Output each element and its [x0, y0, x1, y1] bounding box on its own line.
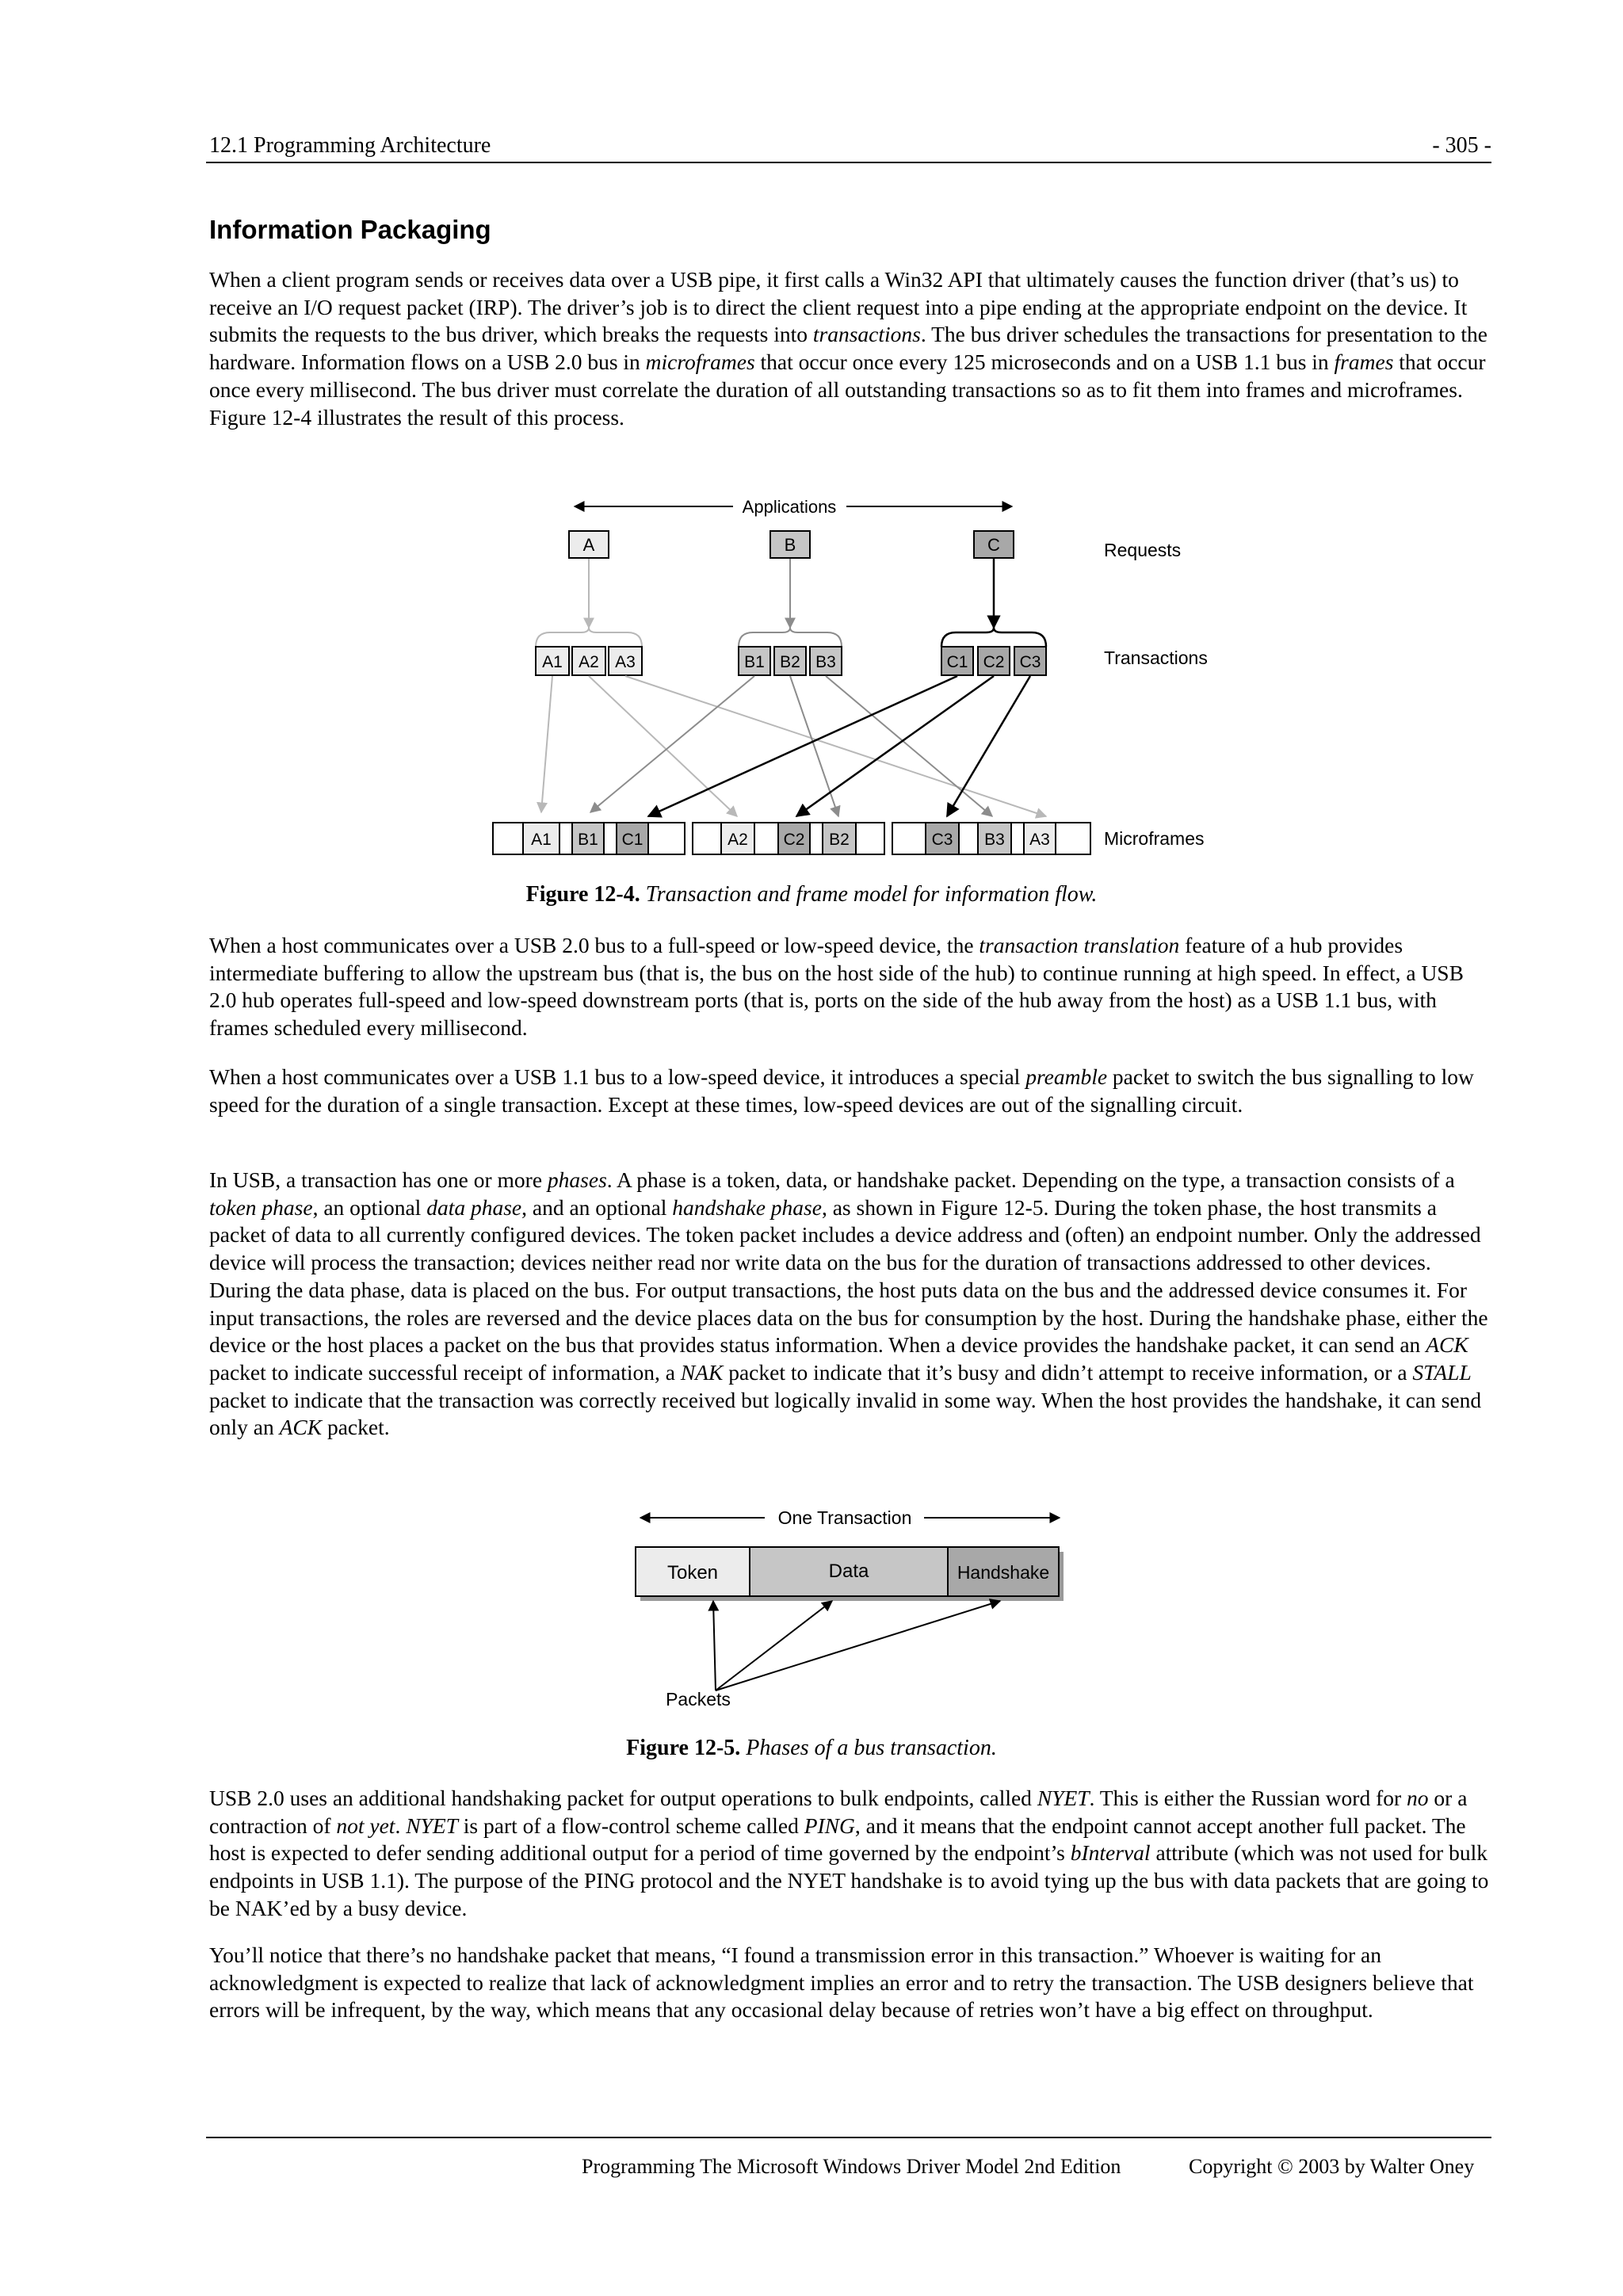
- text-run: packet to indicate that it’s busy and didn’t attempt to receive information, or a: [723, 1359, 1413, 1385]
- arrow-a3: [625, 676, 1046, 816]
- text-run: packet.: [322, 1415, 390, 1440]
- text-run: that occur once every 125 microseconds and on a USB 1.1 bus in: [754, 350, 1335, 375]
- figure-12-5-text: Phases of a bus transaction.: [746, 1736, 997, 1760]
- arrow-c2: [796, 676, 994, 816]
- text-run: . This is either the Russian word for: [1089, 1786, 1407, 1810]
- brace-c: [941, 628, 1046, 647]
- text-run: or a contraction of: [209, 1786, 1468, 1838]
- emphasis-term: not yet: [336, 1813, 395, 1838]
- microframe-slot: [754, 823, 778, 854]
- phase-label-token: Token: [666, 1562, 719, 1584]
- text-run: You’ll notice that there’s no handshake packet that means, “I found a transmission error in this transaction.” Whoever is waiting for an acknowledgment is expected to realize that lack of acknowledgment implies an error and to retry the transaction. The USB designers believe that errors will be infrequent, by the way, which means that any occasional delay because of retries won’t have a big effect on throughput.: [209, 1943, 1474, 2023]
- phase-label-handshake: Handshake: [957, 1562, 1050, 1583]
- paragraph-3: [209, 1064, 1495, 1118]
- microframe-slot: [493, 823, 523, 854]
- text-run: packet to switch the bus signalling to low speed for the duration of a single transaction. Except at these times, low-speed devices are out of the signalling circuit.: [209, 1064, 1474, 1117]
- paragraph-2: [209, 932, 1495, 1042]
- microframe-slot: [856, 823, 884, 854]
- footer-book-title: Programming The Microsoft Windows Driver Model 2nd Edition: [582, 2155, 1121, 2178]
- transaction-label-b2: B2: [780, 653, 800, 671]
- microframe-slot: [810, 823, 823, 854]
- applications-label: Applications: [742, 497, 837, 517]
- text-run: In USB, a transaction has one or more: [209, 1167, 548, 1192]
- text-run: , and it means that the endpoint cannot accept another full packet. The host is expected to defer sending additional output for a period of time governed by the endpoint’s: [209, 1813, 1466, 1866]
- arrow-b1: [590, 676, 754, 812]
- microframe-3-slot-3: A3: [1029, 831, 1050, 849]
- emphasis-term: ACK: [1426, 1332, 1468, 1358]
- transaction-label-a2: A2: [579, 653, 599, 671]
- emphasis-term: handshake phase: [672, 1194, 822, 1220]
- section-title: Information Packaging: [209, 215, 491, 244]
- figure-12-5-caption: [0, 1733, 1623, 1764]
- microframe-slot: [1056, 823, 1090, 854]
- microframe-2-slot-1: A2: [727, 831, 748, 849]
- microframe-3: [892, 823, 1090, 854]
- request-label-a: A: [582, 535, 595, 555]
- transactions-label: Transactions: [1104, 648, 1208, 668]
- microframe-slot: [1011, 823, 1024, 854]
- transaction-label-b1: B1: [744, 653, 765, 671]
- arrow-c3: [947, 676, 1030, 816]
- footer-copyright: Copyright © 2003 by Walter Oney: [1189, 2155, 1475, 2178]
- microframe-slot: [959, 823, 978, 854]
- figure-12-4-diagram: [0, 476, 1623, 872]
- text-run: When a client program sends or receives data over a USB pipe, it first calls a Win32 API that ultimately causes the function driver (that’s us) to receive an I/O request packet (IRP). The driver’s job is to direct the client request into a pipe ending at the appropriate endpoint on the device. It submits the requests to the bus driver, which breaks the requests into: [209, 267, 1468, 347]
- emphasis-term: microframes: [645, 350, 755, 375]
- transaction-label-a1: A1: [542, 653, 563, 671]
- figure-12-5-diagram: [0, 1490, 1623, 1720]
- microframes-label: Microframes: [1104, 828, 1205, 849]
- transaction-label-c3: C3: [1019, 653, 1041, 671]
- text-run: USB 2.0 uses an additional handshaking packet for output operations to bulk endpoints, called: [209, 1786, 1037, 1810]
- brace-b: [739, 628, 842, 647]
- paragraph-6: [209, 1942, 1495, 2024]
- microframe-2-slot-2: C2: [783, 831, 805, 849]
- emphasis-term: phases: [547, 1167, 607, 1192]
- emphasis-term: token phase: [209, 1194, 313, 1220]
- microframe-slot: [693, 823, 721, 854]
- text-run: When a host communicates over a USB 1.1 bus to a low-speed device, it introduces a special: [209, 1064, 1026, 1089]
- text-run: that occur once every millisecond. The bus driver must correlate the duration of all outstanding transactions so as to fit them into frames and microframes. Figure 12-4 illustrates the result of this process.: [209, 350, 1486, 430]
- packet-arrow-handshake: [716, 1601, 1000, 1690]
- text-run: When a host communicates over a USB 2.0 bus to a full-speed or low-speed device, the: [209, 933, 980, 957]
- emphasis-term: bInterval: [1070, 1840, 1151, 1866]
- text-run: .: [395, 1813, 407, 1838]
- emphasis-term: transaction translation: [979, 933, 1180, 957]
- phase-label-data: Data: [828, 1561, 869, 1582]
- figure-12-4-caption: [0, 879, 1623, 911]
- text-run: . The bus driver schedules the transactions for presentation to the hardware. Information flows on a USB 2.0 bus in: [209, 322, 1487, 375]
- text-run: , as shown in Figure 12-5. During the token phase, the host transmits a packet of data to all currently configured devices. The token packet includes a device address and (often) an endpoint number. Only the addressed device will process the transaction; devices neither read nor write data on the bus for the duration of transactions addressed to other devices. During the data phase, data is placed on the bus. For output transactions, the host puts data on the bus and the addressed device consumes it. For input transactions, the roles are reversed and the device places data on the bus for consumption by the host. During the handshake phase, either the device or the host places a packet on the bus that provides status information. When a device provides the handshake packet, it can send an: [209, 1194, 1488, 1358]
- microframe-1-slot-2: B1: [578, 831, 598, 849]
- emphasis-term: STALL: [1412, 1359, 1472, 1385]
- emphasis-term: preamble: [1025, 1064, 1108, 1089]
- arrow-a1: [541, 676, 552, 812]
- emphasis-term: NYET: [406, 1813, 458, 1838]
- paragraph-5: [209, 1785, 1495, 1923]
- text-run: feature of a hub provides intermediate buffering to allow the upstream bus (that is, the bus on the host side of the hub) to continue running at high speed. In effect, a USB 2.0 hub operates full-speed and low-speed downstream ports (that is, ports on the side of the hub away from the host) as a USB 1.1 bus, with frames scheduled every millisecond.: [209, 933, 1464, 1041]
- microframe-1-slot-1: A1: [531, 831, 552, 849]
- microframe-slot: [648, 823, 685, 854]
- microframe-2-slot-3: B2: [829, 831, 850, 849]
- text-run: attribute (which was not used for bulk endpoints in USB 1.1). The purpose of the PING protocol and the NYET handshake is to avoid tying up the bus with data packets that are going to be NAK’ed by a busy device.: [209, 1840, 1489, 1920]
- packets-label: Packets: [666, 1689, 731, 1710]
- text-run: , an optional: [312, 1194, 427, 1220]
- requests-label: Requests: [1104, 540, 1182, 560]
- scheduling-arrows: [541, 676, 1046, 816]
- microframe-2: [693, 823, 884, 854]
- microframe-3-slot-1: C3: [931, 831, 953, 849]
- microframe-slot: [892, 823, 926, 854]
- text-run: is part of a flow-control scheme called: [457, 1813, 804, 1838]
- arrow-b2: [790, 676, 838, 816]
- transaction-label-c2: C2: [983, 653, 1005, 671]
- emphasis-term: no: [1407, 1786, 1429, 1810]
- transaction-boxes: [536, 647, 1046, 675]
- text-run: , and an optional: [521, 1194, 673, 1220]
- emphasis-term: transactions: [812, 322, 921, 347]
- microframe-1: [493, 823, 685, 854]
- emphasis-term: NYET: [1037, 1786, 1090, 1810]
- emphasis-term: frames: [1334, 350, 1394, 375]
- figure-12-4-number: Figure 12-4.: [525, 882, 640, 907]
- microframe-slot: [559, 823, 572, 854]
- request-label-c: C: [987, 535, 1000, 555]
- footer-rule: [206, 2137, 1491, 2138]
- text-run: packet to indicate successful receipt of information, a: [209, 1359, 681, 1385]
- emphasis-term: NAK: [680, 1359, 724, 1385]
- one-transaction-label: One Transaction: [777, 1507, 912, 1528]
- transaction-label-b3: B3: [815, 653, 836, 671]
- packet-arrow-data: [716, 1601, 832, 1690]
- packet-arrow-token: [713, 1601, 716, 1690]
- emphasis-term: PING: [804, 1813, 855, 1838]
- page-number: - 305 -: [1432, 133, 1491, 158]
- emphasis-term: ACK: [279, 1415, 323, 1440]
- header-rule: [206, 162, 1491, 163]
- emphasis-term: data phase: [426, 1194, 522, 1220]
- paragraph-1: [209, 266, 1495, 431]
- brace-a: [536, 628, 642, 647]
- transaction-label-c1: C1: [946, 653, 968, 671]
- request-label-b: B: [784, 535, 796, 555]
- running-header-section: 12.1 Programming Architecture: [209, 133, 491, 158]
- arrow-c1: [648, 676, 957, 816]
- microframe-1-slot-3: C1: [621, 831, 643, 849]
- figure-12-5-number: Figure 12-5.: [626, 1736, 741, 1760]
- microframe-3-slot-2: B3: [984, 831, 1005, 849]
- paragraph-4: [209, 1167, 1495, 1442]
- figure-12-4-text: Transaction and frame model for information flow.: [645, 882, 1098, 907]
- text-run: packet to indicate that the transaction was correctly received but logically invalid in some way. When the host provides the handshake, it can send only an: [209, 1387, 1482, 1440]
- transaction-label-a3: A3: [615, 653, 636, 671]
- text-run: . A phase is a token, data, or handshake packet. Depending on the type, a transaction consists of a: [606, 1167, 1455, 1192]
- microframe-slot: [604, 823, 617, 854]
